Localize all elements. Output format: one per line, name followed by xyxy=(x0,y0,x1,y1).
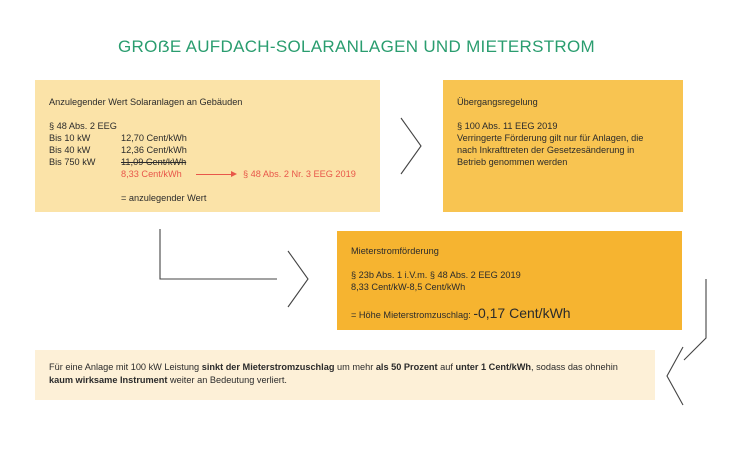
transition-rule-box xyxy=(443,80,683,212)
conclusion-emphasis: unter 1 Cent/kWh xyxy=(455,362,532,372)
tariff-value: 12,36 Cent/kWh xyxy=(121,145,187,155)
box1-heading: Anzulegender Wert Solaranlagen an Gebäuden xyxy=(49,97,243,107)
conclusion-emphasis: kaum wirksame Instrument xyxy=(49,375,168,385)
conclusion-emphasis: sinkt der Mieterstromzuschlag xyxy=(201,362,335,372)
conclusion-text: auf xyxy=(437,362,456,372)
box2-law: § 100 Abs. 11 EEG 2019 xyxy=(457,121,558,131)
box2-text: Verringerte Förderung gilt nur für Anlagen, die nach Inkrafttreten der Gesetzesänderung in Betrieb genommen werden xyxy=(457,133,644,167)
box2-heading: Übergangsregelung xyxy=(457,97,538,107)
tariff-row xyxy=(49,132,366,144)
conclusion-box xyxy=(35,350,655,400)
box3-range: 8,33 Cent/kW-8,5 Cent/kWh xyxy=(351,282,466,292)
surcharge-row xyxy=(351,305,668,323)
chevron-left-icon xyxy=(667,347,683,405)
new-tariff-value: 8,33 Cent/kWh xyxy=(121,169,182,179)
tariff-label: Bis 10 kW xyxy=(49,133,91,143)
result-row xyxy=(49,192,366,204)
connector-box3-to-box4 xyxy=(684,279,706,360)
conclusion-text: , sodass das ohnehin xyxy=(531,362,618,372)
page-title: GROẞE AUFDACH-SOLARANLAGEN UND MIETERSTROM xyxy=(118,37,595,56)
tariff-label: Bis 750 kW xyxy=(49,157,96,167)
new-tariff-row xyxy=(49,168,366,180)
tariff-row xyxy=(49,156,366,168)
tariff-label: Bis 40 kW xyxy=(49,145,91,155)
tariff-value-struck: 11,09 Cent/kWh xyxy=(121,157,187,167)
surcharge-label: = Höhe Mieterstromzuschlag: xyxy=(351,310,471,320)
conclusion-text: um mehr xyxy=(334,362,376,372)
box1-law: § 48 Abs. 2 EEG xyxy=(49,121,117,131)
tariff-row xyxy=(49,144,366,156)
arrow-right-icon xyxy=(196,174,232,175)
box3-law: § 23b Abs. 1 i.V.m. § 48 Abs. 2 EEG 2019 xyxy=(351,270,521,280)
chevron-right-icon xyxy=(401,118,421,174)
result-label: = anzulegender Wert xyxy=(121,193,207,203)
tariff-value: 12,70 Cent/kWh xyxy=(121,133,187,143)
new-tariff-reference: § 48 Abs. 2 Nr. 3 EEG 2019 xyxy=(243,169,356,179)
feed-in-value-box xyxy=(35,80,380,212)
conclusion-emphasis: als 50 Prozent xyxy=(375,362,438,372)
conclusion-text: weiter an Bedeutung verliert. xyxy=(167,375,287,385)
arrow-head-icon xyxy=(231,171,237,177)
conclusion-text: Für eine Anlage mit 100 kW Leistung xyxy=(49,362,202,372)
connector-box1-to-box3 xyxy=(160,229,277,279)
tenant-electricity-box xyxy=(337,231,682,330)
chevron-right-icon xyxy=(288,251,308,307)
surcharge-value: -0,17 Cent/kWh xyxy=(473,305,571,321)
box3-heading: Mieterstromförderung xyxy=(351,246,439,256)
